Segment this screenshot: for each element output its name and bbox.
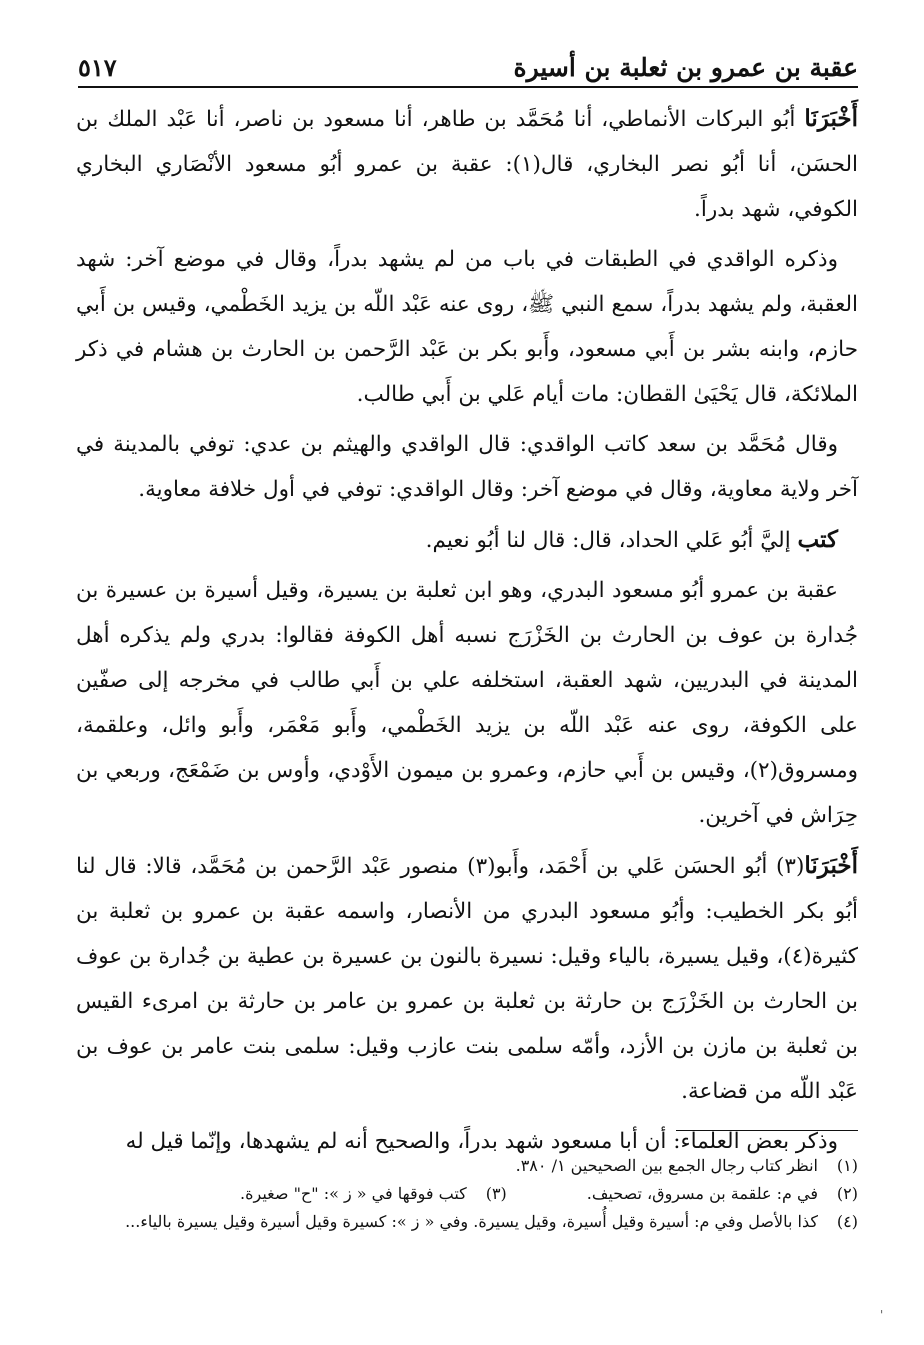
paragraph-4	[76, 517, 858, 563]
paragraph-3	[76, 422, 858, 512]
paragraph-6	[76, 843, 858, 1114]
footnote-text: كتب فوقها في « ز »: "ح" صغيرة.	[240, 1184, 467, 1203]
footnote-number: (١)	[836, 1156, 858, 1175]
footnote-text: في م: علقمة بن مسروق، تصحيف.	[586, 1184, 818, 1203]
footnotes	[90, 1152, 858, 1236]
footnote-2-3	[90, 1180, 858, 1208]
footnote-number: (٤)	[836, 1212, 858, 1231]
paragraph-1	[76, 96, 858, 232]
print-mark: '	[880, 1308, 884, 1322]
header-rule	[78, 86, 858, 88]
footnote-text: انظر كتاب رجال الجمع بين الصحيحين ١/ ٣٨٠.	[515, 1156, 818, 1175]
paragraph-5	[76, 568, 858, 838]
paragraph-lead: كتب	[797, 526, 838, 553]
paragraph-text: وقال مُحَمَّد بن سعد كاتب الواقدي: قال الواقدي والهيثم بن عدي: توفي بالمدينة في آخر ولاية معاوية، وقال في موضع آخر: وقال الواقدي: توفي في أول خلافة معاوية.	[76, 432, 858, 502]
paragraph-text: وذكره الواقدي في الطبقات في باب من لم يشهد بدراً، وقال في موضع آخر: شهد العقبة، ولم يشهد بدراً، سمع النبي ﷺ، روى عنه عَبْد اللّه بن يزيد الخَطْمي، وقيس بن أَبي حازم، وابنه بشر بن أَبي مسعود، وأَبو بكر بن عَبْد الرَّحمن بن الحارث بن هشام في ذكر الملائكة، قال يَحْيَىٰ القطان: مات أيام عَلي بن أَبي طالب.	[76, 247, 858, 407]
paragraph-lead: أَخْبَرَنَا	[804, 852, 858, 879]
footnote-4	[90, 1208, 858, 1236]
footnote-text: كذا بالأصل وفي م: أسيرة وقيل أُسيرة، وقيل يسيرة. وفي « ز »: كسيرة وقيل أسيرة وقيل يسيرة بالياء...	[125, 1212, 818, 1231]
paragraph-text: أبُو البركات الأنماطي، أنا مُحَمَّد بن طاهر، أنا مسعود بن ناصر، أنا عَبْد الملك بن الحسَن، أنا أبُو نصر البخاري، قال(١): عقبة بن عمرو أبُو مسعود الأنْصَاري البخاري الكوفي، شهد بدراً.	[76, 107, 858, 222]
main-text	[76, 96, 858, 1169]
paragraph-text: عقبة بن عمرو أبُو مسعود البدري، وهو ابن ثعلبة بن يسيرة، وقيل أسيرة بن عسيرة بن جُدارة بن عوف بن الحارث بن الخَزْرَج نسبه أهل الكوفة فقالوا: بدري ولم يذكره أهل المدينة في البدريين، شهد العقبة، استخلفه علي بن أَبي طالب في مخرجه إلى صفّين على الكوفة، روى عنه عَبْد اللّه بن يزيد الخَطْمي، وأَبو مَعْمَر، وأَبو وائل، وعلقمة، ومسروق(٢)، وقيس بن أَبي حازم، وعمرو بن ميمون الأَوْدي، وأوس بن ضَمْعَج، وربعي بن حِرَاش في آخرين.	[76, 578, 858, 828]
page-number: ٥١٧	[78, 53, 117, 82]
paragraph-text: إليَّ أبُو عَلي الحداد، قال: قال لنا أبُو نعيم.	[425, 528, 798, 553]
footnote-number: (٣)	[485, 1184, 507, 1203]
running-header	[78, 38, 858, 82]
footnote-rule	[676, 1130, 858, 1131]
paragraph-2	[76, 237, 858, 417]
footnote-number: (٢)	[836, 1184, 858, 1203]
running-title: عقبة بن عمرو بن ثعلبة بن أسيرة	[513, 53, 858, 82]
footnote-1	[90, 1152, 858, 1180]
paragraph-text: وذكر بعض العلماء: أن أبا مسعود شهد بدراً، والصحيح أنه لم يشهدها، وإنّما قيل له	[125, 1129, 838, 1154]
paragraph-text: (٣) أبُو الحسَن عَلي بن أَحْمَد، وأَبو(٣) منصور عَبْد الرَّحمن بن مُحَمَّد، قالا: قال لنا أبُو بكر الخطيب: وأبُو مسعود البدري من الأنصار، واسمه عقبة بن عمرو بن ثعلبة بن كثيرة(٤)، وقيل يسيرة، بالياء وقيل: نسيرة بالنون بن عسيرة بن عطية بن جُدارة بن عوف بن الحارث بن الخَزْرَج بن حارثة بن ثعلبة بن عمرو بن عامر بن حارثة بن امرىء القيس بن ثعلبة بن مازن بن الأزد، وأمّه سلمى بنت عازب وقيل: سلمى بنت عامر بن عوف بن عَبْد اللّه من قضاعة.	[76, 854, 858, 1104]
paragraph-lead: أَخْبَرَنَا	[804, 105, 858, 132]
